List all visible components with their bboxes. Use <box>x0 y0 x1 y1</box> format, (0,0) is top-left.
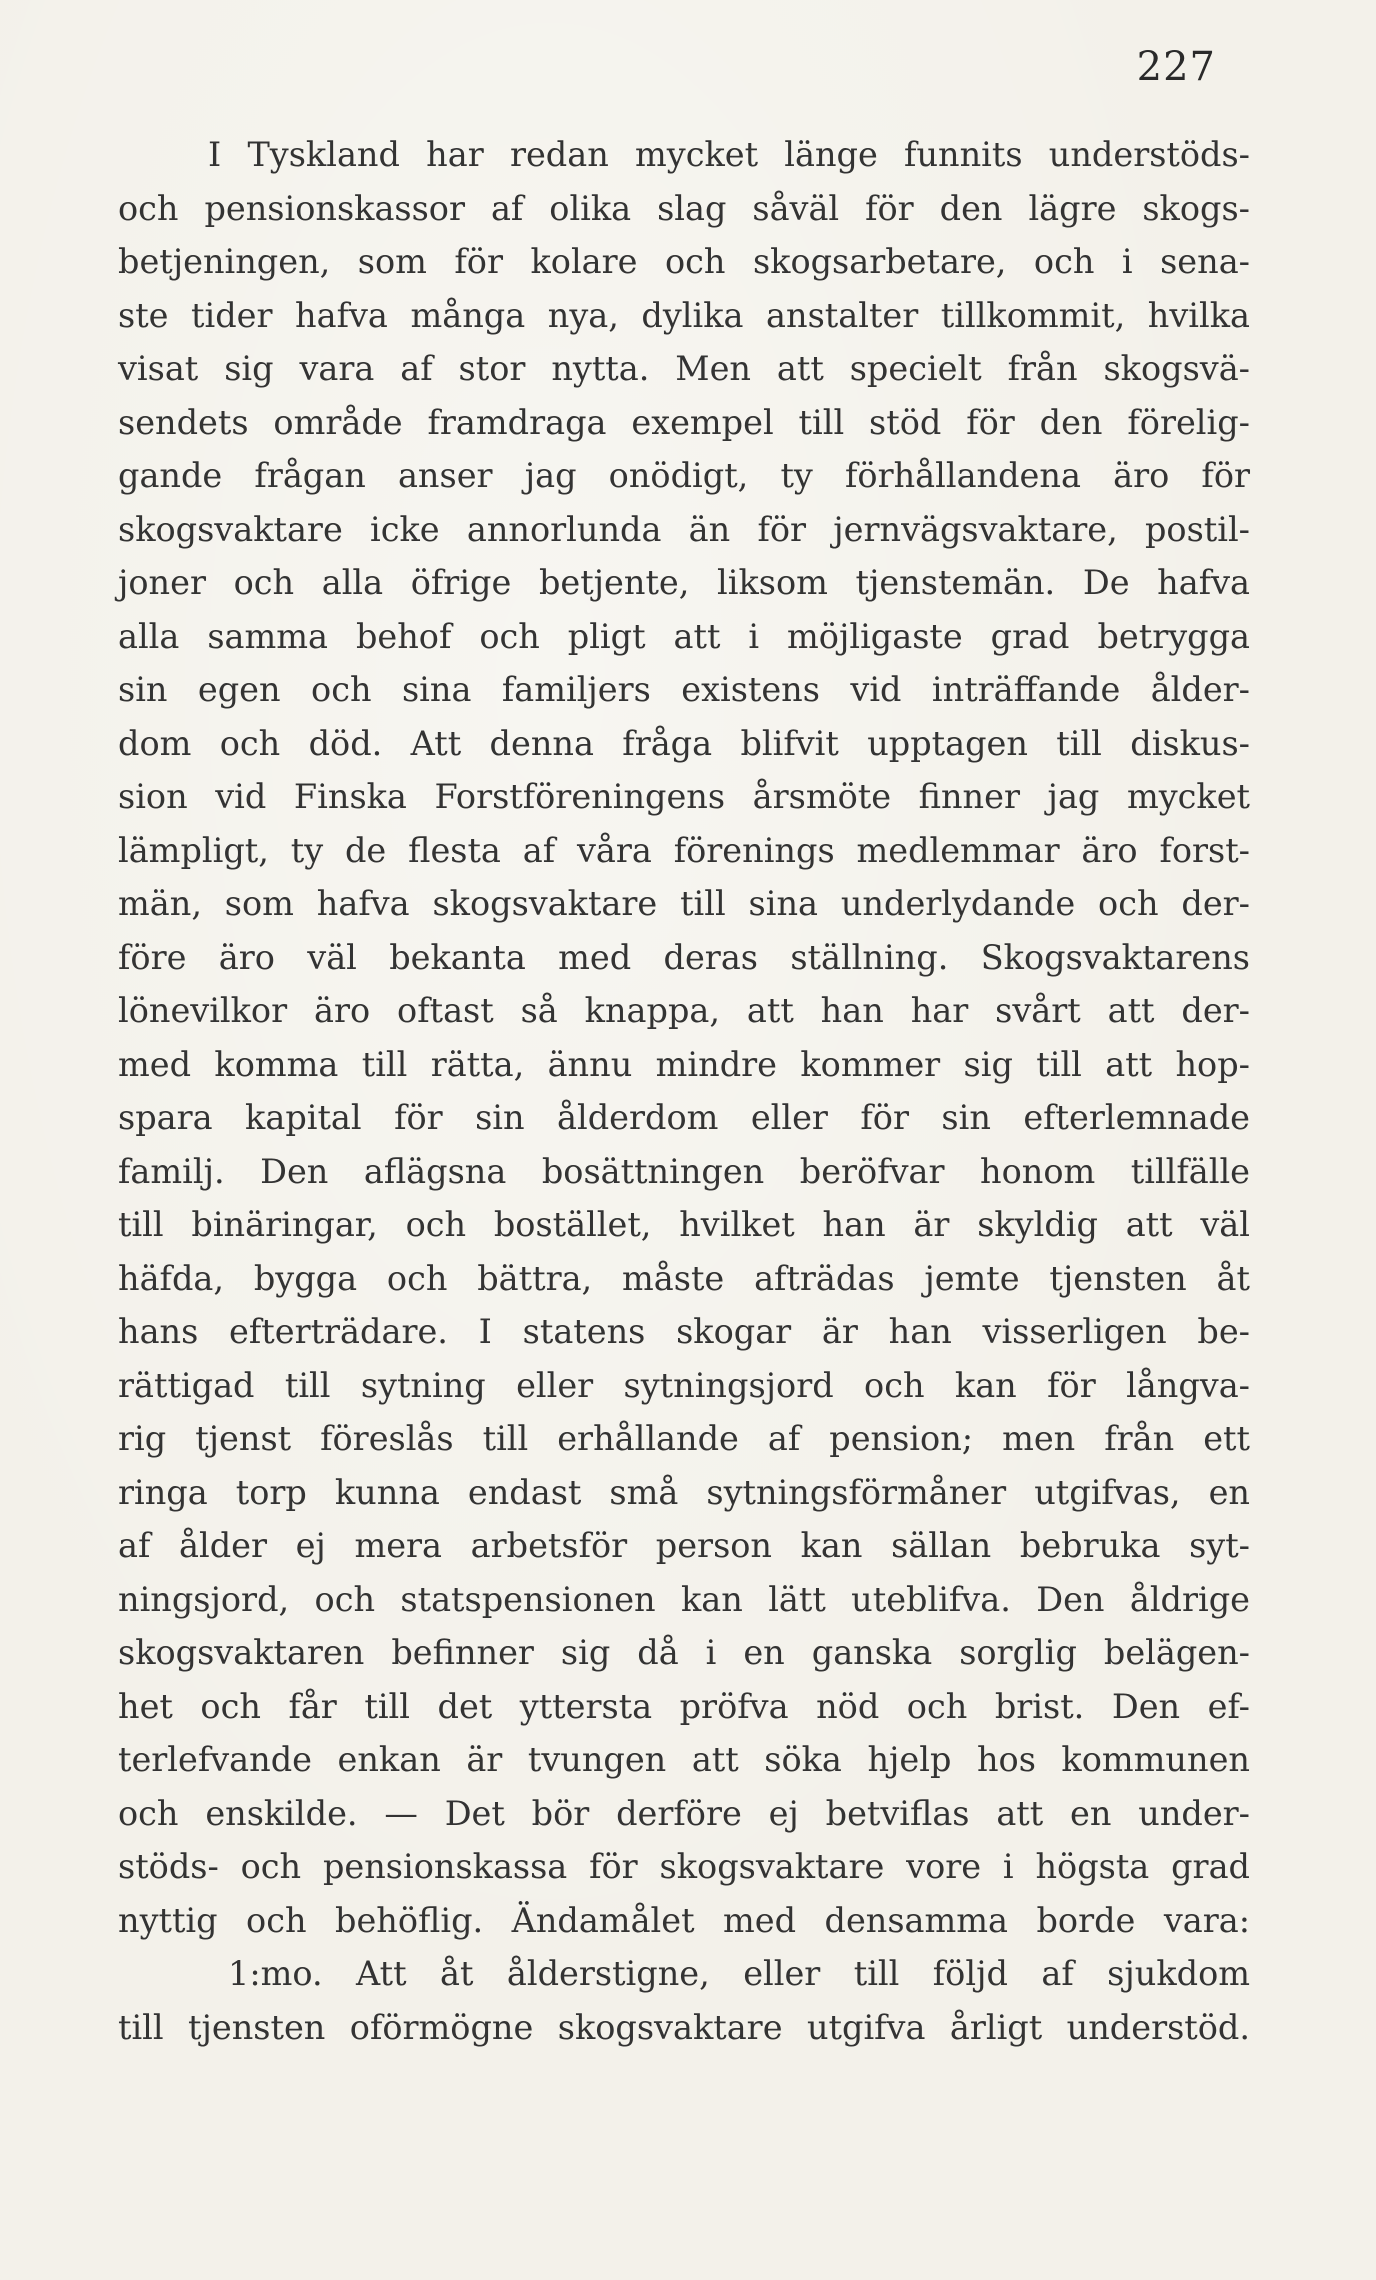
text-line: nyttig och behöflig. Ändamålet med densamma borde vara: <box>118 1900 1250 1940</box>
text-line: gande frågan anser jag onödigt, ty förhållandena äro för <box>118 456 1250 495</box>
body-text <box>118 128 1250 2054</box>
text-line: till tjensten oförmögne skogsvaktare utgifva årligt understöd. <box>118 2007 1250 2047</box>
text-line: joner och alla öfrige betjente, liksom tjenstemän. De hafva <box>118 563 1250 602</box>
text-line: med komma till rätta, ännu mindre kommer sig till att hop- <box>118 1044 1250 1084</box>
text-line: män, som hafva skogsvaktare till sina underlydande och der- <box>118 884 1250 923</box>
text-line: till binäringar, och bostället, hvilket han är skyldig att väl <box>118 1205 1250 1244</box>
text-line: sendets område framdraga exempel till stöd för den förelig- <box>118 402 1250 442</box>
text-line: ningsjord, och statspensionen kan lätt uteblifva. Den åldrige <box>118 1579 1250 1619</box>
text-line: terlefvande enkan är tvungen att söka hjelp hos kommunen <box>118 1740 1250 1779</box>
text-line: häfda, bygga och bättra, måste afträdas jemte tjensten åt <box>118 1258 1250 1298</box>
text-line: familj. Den aflägsna bosättningen beröfvar honom tillfälle <box>118 1151 1250 1191</box>
text-line: rig tjenst föreslås till erhållande af pension; men från ett <box>118 1419 1250 1458</box>
text-line: betjeningen, som för kolare och skogsarbetare, och i sena- <box>118 242 1250 281</box>
text-line: före äro väl bekanta med deras ställning. Skogsvaktarens <box>118 937 1250 977</box>
text-line: och pensionskassor af olika slag såväl för den lägre skogs- <box>118 188 1250 228</box>
text-line: spara kapital för sin ålderdom eller för sin efterlemnade <box>118 1098 1250 1137</box>
text-line: alla samma behof och pligt att i möjligaste grad betrygga <box>118 616 1250 656</box>
text-line: ste tider hafva många nya, dylika anstalter tillkommit, hvilka <box>118 295 1250 335</box>
text-line: visat sig vara af stor nytta. Men att specielt från skogsvä- <box>118 349 1250 388</box>
text-line: lönevilkor äro oftast så knappa, att han har svårt att der- <box>118 991 1250 1030</box>
text-line: af ålder ej mera arbetsför person kan sällan bebruka syt- <box>118 1526 1250 1565</box>
text-line: lämpligt, ty de flesta af våra förenings medlemmar äro forst- <box>118 830 1250 870</box>
text-line: sin egen och sina familjers existens vid inträffande ålder- <box>118 670 1250 709</box>
text-line: hans efterträdare. I statens skogar är han visserligen be- <box>118 1312 1250 1351</box>
text-line: I Tyskland har redan mycket länge funnits understöds- <box>208 135 1250 174</box>
page-number: 227 <box>1136 44 1216 90</box>
text-line: ringa torp kunna endast små sytningsförmåner utgifvas, en <box>118 1472 1250 1512</box>
text-line: rättigad till sytning eller sytningsjord och kan för långva- <box>118 1365 1250 1405</box>
text-line: 1:mo. Att åt ålderstigne, eller till följd af sjukdom <box>228 1954 1250 1993</box>
text-line: stöds- och pensionskassa för skogsvaktare vore i högsta grad <box>118 1847 1250 1886</box>
text-line: het och får till det yttersta pröfva nöd och brist. Den ef- <box>118 1686 1250 1726</box>
text-line: skogsvaktaren befinner sig då i en ganska sorglig belägen- <box>118 1633 1250 1672</box>
text-line: skogsvaktare icke annorlunda än för jernvägsvaktare, postil- <box>118 509 1250 549</box>
text-line: dom och död. Att denna fråga blifvit upptagen till diskus- <box>118 723 1250 763</box>
text-line: sion vid Finska Forstföreningens årsmöte finner jag mycket <box>118 777 1250 816</box>
text-line: och enskilde. — Det bör derföre ej betviflas att en under- <box>118 1793 1250 1833</box>
